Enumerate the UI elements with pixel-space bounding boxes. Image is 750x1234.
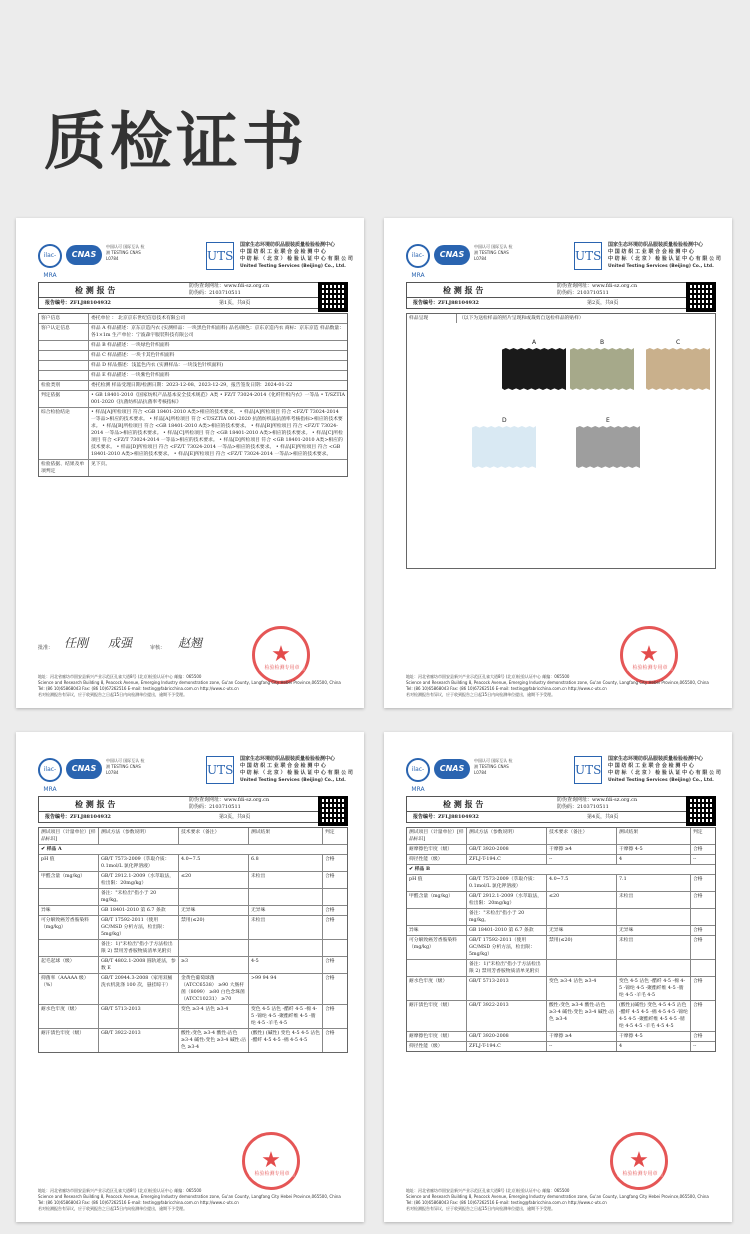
table-cell: 耐水色牢度（级） (407, 977, 467, 1000)
report-number: 报告编号：ZFLJ88104932 第1页，共8页 (38, 298, 324, 309)
sample-row (39, 845, 347, 855)
table-cell: GB/T 3922-2013 (467, 1001, 547, 1031)
table-cell (249, 889, 323, 905)
lab-name: 国家生态环境纺织品服装质量检验检测中心 中 国 纺 织 工 业 联 合 会 检 测 中 心 中 纺 标 （ 北 京 ） 检 验 认 证 中 心 有 限 公 司 United Testing Services (Beijing) Co., Ltd. (240, 756, 353, 783)
signature-3: 赵翘 (178, 636, 203, 650)
table-cell: ZFLJ-T-194.C (467, 1042, 547, 1051)
table-cell: 可分解致癌芳香胺染料（mg/kg） (39, 916, 99, 939)
report-number: 报告编号：ZFLJ88104932 第4页，共8页 (406, 812, 692, 823)
row-key: 检验类别 (39, 381, 89, 390)
official-seal-icon: ★ 检验检测专用章 (252, 626, 310, 684)
table-cell: pH 值 (407, 875, 467, 891)
table-cell: GB/T 3920-2008 (467, 845, 547, 854)
cnas-logo-icon: CNAS (434, 759, 470, 779)
lab-name: 国家生态环境纺织品服装质量检验检测中心 中 国 纺 织 工 业 联 合 会 检 测 中 心 中 纺 标 （ 北 京 ） 检 验 认 证 中 心 有 限 公 司 United Testing Services (Beijing) Co., Ltd. (608, 756, 721, 783)
swatch-label: E (606, 417, 610, 424)
table-cell: 抑径性能（级） (407, 855, 467, 864)
table-cell: 金黄色葡萄球菌（ATCC6538） ≥90 大肠杆菌（8099） ≥80 白色念珠菌（ATCC10231） ≥70 (179, 974, 249, 1004)
table-cell: 异味 (407, 926, 467, 935)
table-cell (691, 960, 717, 976)
table-cell: 7.1 (617, 875, 691, 891)
fabric-swatch-b (570, 348, 634, 390)
table-cell: 抑菌率（AAAAA 级）（%） (39, 974, 99, 1004)
table-cell: (酸性)(碱性) 变色 4-5 4-5 沾色 -醋纤 4-5 4-5 -棉 4-5 4-5 -锦纶 4-5 4-5 -聚酯纤维 4-5 4-5 -腈纶 4-5 4-5 -羊毛 4-5 4-5 (617, 1001, 691, 1031)
table-cell (39, 889, 99, 905)
table-cell: 合格 (693, 877, 703, 882)
table-row (407, 845, 715, 855)
fabric-swatch-d (472, 426, 536, 468)
swatch-label: C (676, 339, 681, 346)
ilac-mra-logo-icon: ilac-MRA (406, 758, 430, 782)
row-value: • GB 18401-2010《国家纺织产品基本安全技术规范》A类 • FZ/T 73024-2014《化纤针织内衣》一等品 • T/SZTIA 001-2020《抗菌纺织品抗菌率考核指标》 (91, 393, 345, 405)
table-cell: GB/T 2912.1-2009（水萃取法，检出限：20mg/kg） (99, 872, 179, 888)
table-cell: -- (693, 857, 697, 862)
lab-name: 国家生态环境纺织品服装质量检验检测中心 中 国 纺 织 工 业 联 合 会 检 测 中 心 中 纺 标 （ 北 京 ） 检 验 认 证 中 心 有 限 公 司 United Testing Services (Beijing) Co., Ltd. (240, 242, 353, 269)
table-cell: 干摩擦 4-5 (617, 845, 691, 854)
row-value: 样品 E 样品描述：一块紫色针织面料 (91, 373, 170, 378)
report-header (38, 754, 353, 793)
table-cell: 变色 ≥3-4 沾色 ≥3-4 (547, 977, 617, 1000)
table-cell: 合格 (693, 928, 703, 933)
table-row (407, 977, 715, 1001)
cnas-logo-icon: CNAS (66, 245, 102, 265)
table-row (39, 940, 347, 957)
column-header: 测试项目（计量单位）[样品标识] (407, 828, 467, 844)
report-header (406, 754, 721, 793)
cnas-subtitle: 中国认可 国际互认 检测 TESTING CNAS L0784 (474, 244, 513, 261)
table-cell: 甲醛含量（mg/kg） (407, 892, 467, 908)
table-cell: 4.0~7.5 (179, 855, 249, 871)
table-cell: GB/T 17592-2011（使用 GC/MSD 分析方法，检出限：5mg/kg） (467, 936, 547, 959)
table-row (407, 892, 715, 909)
table-cell (179, 940, 249, 956)
table-cell: 合格 (325, 976, 335, 981)
table-cell (39, 940, 99, 956)
lab-name: 国家生态环境纺织品服装质量检验检测中心 中 国 纺 织 工 业 联 合 会 检 测 中 心 中 纺 标 （ 北 京 ） 检 验 认 证 中 心 有 限 公 司 United Testing Services (Beijing) Co., Ltd. (608, 242, 721, 269)
table-header (407, 828, 715, 845)
official-seal-icon: ★ 检验检测专用章 (620, 626, 678, 684)
column-header: 测试项目（计量单位）[样品标识] (39, 828, 99, 844)
table-cell: 干摩擦 ≥4 (547, 1032, 617, 1041)
table-cell: 甲醛含量（mg/kg） (39, 872, 99, 888)
table-cell: 干摩擦 4-5 (617, 1032, 691, 1041)
table-row (39, 391, 347, 408)
table-cell (407, 909, 467, 925)
table-cell: ZFLJ-T-194.C (467, 855, 547, 864)
fabric-swatch-e (576, 426, 640, 468)
table-cell: 合格 (325, 874, 335, 879)
test-results-table (406, 827, 716, 1052)
column-header: 测试结果 (249, 828, 323, 844)
table-cell: >99 94 94 (249, 974, 323, 1004)
table-cell: GB/T 3920-2008 (467, 1032, 547, 1041)
sample-photo-label: 样品呈现 (407, 314, 457, 323)
table-cell: GB/T 7573-2009（萃取介质：0.1mol/L 氯化钾溶液） (99, 855, 179, 871)
column-header: 测试方法（参数说明） (99, 828, 179, 844)
sample-row (407, 865, 715, 875)
table-cell (547, 909, 617, 925)
qr-code-icon (318, 282, 348, 312)
table-cell: 耐水色牢度（级） (39, 1005, 99, 1028)
table-cell: GB/T 17592-2011（使用 GC/MSD 分析方法，检出限：5mg/kg） (99, 916, 179, 939)
table-cell: 无异味 (249, 906, 323, 915)
table-cell: 备注：1)"未检出"指小于方法检出限 2) 禁用芳香胺物质清单见附页 (467, 960, 547, 976)
approve-label: 批准： (38, 645, 54, 651)
table-cell: 未检出 (617, 892, 691, 908)
table-cell: -- (547, 855, 617, 864)
table-row (39, 460, 347, 476)
row-key: 综合检验结论 (39, 408, 89, 459)
column-header: 测试结果 (617, 828, 691, 844)
report-number: 报告编号：ZFLJ88104932 第2页，共8页 (406, 298, 692, 309)
table-cell: 耐汗渍色牢度（级） (407, 1001, 467, 1031)
table-cell: (酸性) (碱性) 变色 4-5 4-5 沾色 -醋纤 4-5 4-5 -棉 4-5 4-5 (249, 1029, 323, 1052)
table-cell (617, 909, 691, 925)
table-cell: 合格 (325, 918, 335, 923)
sample-name: 样品 B (414, 866, 431, 872)
table-cell: 4 (617, 855, 691, 864)
row-value: • 样品[A]所检项目 符合 <GB 18401-2010 A类>相应的技术要求。 • 样品[A]所检项目 符合 <FZ/T 73024-2014 一等品>相应的技术要求。 • 样品[A]所检项目 符合 <T/SZTIA 001-2020 抗菌纺织品抗菌率考核指标>相应的技术要求。 • 样品[B]所检项目 符合 <GB 18401-2010 A类>相应的技术要求。 • 样品[B]所检项目 符合 <FZ/T 73024-2014 一等品>相应的技术要求。 • 样品[C]所检项目 符合 <GB 18401-2010 A类>相应的技术要求。 • 样品[C]所检项目 符合 <FZ/T 73024-2014 一等品>相应的技术要求。 • 样品[D]所检项目 符合 <GB 18401-2010 A类>相应的技术要求。 • 样品[D]所检项目 符合 <FZ/T 73024-2014 一等品>相应的技术要求。 • 样品[E]所检项目 符合 <GB 18401-2010 A类>相应的技术要求。 • 样品[E]所检项目 符合 <FZ/T 73024-2014 一等品>相应的技术要求。 (91, 410, 343, 457)
sample-name: 样品 A (46, 846, 62, 852)
row-key (39, 371, 89, 380)
table-row (39, 872, 347, 889)
table-cell: 耐摩擦色牢度（级） (407, 845, 467, 854)
table-cell: 合格 (325, 1007, 335, 1012)
check-icon: ✔ (41, 846, 47, 852)
table-row (39, 916, 347, 940)
table-cell (323, 889, 349, 905)
table-cell: 抑径性能（级） (407, 1042, 467, 1051)
report-title: 检 测 报 告 防伪查询网址：www.fdi-sz.org.cn 防伪码：2103710511 (38, 796, 324, 812)
table-row (39, 889, 347, 906)
check-icon: ✔ (409, 866, 415, 872)
table-cell: 合格 (325, 908, 335, 913)
table-cell: GB 18401-2010 第 6.7 条款 (99, 906, 179, 915)
table-cell: 合格 (693, 1003, 703, 1008)
table-cell: ≤20 (179, 872, 249, 888)
table-cell: 耐摩擦色牢度（级） (407, 1032, 467, 1041)
table-cell (547, 960, 617, 976)
row-value: 样品 D 样品描述：浅蓝色内衣 (实测样品：一块浅色针织面料) (91, 363, 224, 368)
table-cell: 4 (617, 1042, 691, 1051)
table-cell: GB/T 20944.3-2008（家用双桶洗衣机洗涤 100 次，悬挂晾干） (99, 974, 179, 1004)
table-cell (249, 940, 323, 956)
table-cell: 合格 (693, 847, 703, 852)
table-cell: 干摩擦 ≥4 (547, 845, 617, 854)
table-row (407, 1042, 715, 1051)
table-cell: 变色 4-5 沾色 -醋纤 4-5 -棉 4-5 -锦纶 4-5 -聚酯纤维 4-5 -腈纶 4-5 -羊毛 4-5 (617, 977, 691, 1000)
table-cell: GB/T 5713-2013 (467, 977, 547, 1000)
signature-1: 任刚 (64, 636, 89, 650)
table-row (407, 960, 715, 977)
official-seal-icon: ★ 检验检测专用章 (610, 1132, 668, 1190)
test-results-table (38, 827, 348, 1053)
report-header (38, 240, 353, 279)
table-cell: 备注："未检出"指小于 20 mg/kg。 (467, 909, 547, 925)
report-title: 检 测 报 告 防伪查询网址：www.fdi-sz.org.cn 防伪码：2103710511 (406, 282, 692, 298)
table-cell (179, 889, 249, 905)
table-row (39, 408, 347, 460)
row-key: 客户认定信息 (39, 324, 89, 340)
table-cell (323, 940, 349, 956)
sample-label (407, 865, 715, 874)
table-row (39, 314, 347, 324)
table-header (39, 828, 347, 845)
fabric-swatch-a (502, 348, 566, 390)
report-number: 报告编号：ZFLJ88104932 第3页，共8页 (38, 812, 324, 823)
swatch-label: A (532, 339, 537, 346)
row-value: 样品 C 样品描述：一块卡其色针织面料 (91, 353, 175, 358)
report-footer: 地址：河北省廊坊市固安县新兴产业示范区孔雀大道8号 (北京)检验认证中心 邮编：065500 Science and Research Building 8, Peacock Avenue, Emerging Industry demonstration zone, Gu'an County, Langfang City Hebei Province,065500, China Tel: (86 10)65868043 Fax: (86 10)67262516 E-mail: testing@fabricchina.com.cn http://www.c-uts.cn 若对检测报告有异议，应于收到报告之日起15日内向检测单位提出，逾期不予受理。 (406, 674, 709, 697)
table-cell: 无异味 (179, 906, 249, 915)
uts-logo-icon: UTS (574, 242, 602, 270)
table-cell: 合格 (693, 894, 703, 899)
table-cell: GB/T 5713-2013 (99, 1005, 179, 1028)
table-cell: 4-5 (249, 957, 323, 973)
cnas-logo-icon: CNAS (434, 245, 470, 265)
table-row (39, 906, 347, 916)
fabric-swatch-c (646, 348, 710, 390)
table-cell: 6.8 (249, 855, 323, 871)
report-summary-table (38, 313, 348, 477)
row-key (39, 341, 89, 350)
signature-2: 成强 (108, 636, 133, 650)
report-footer: 地址：河北省廊坊市固安县新兴产业示范区孔雀大道8号 (北京)检验认证中心 邮编：065500 Science and Research Building 8, Peacock Avenue, Emerging Industry demonstration zone, Gu'an County, Langfang City Hebei Province,065500, China Tel: (86 10)65868043 Fax: (86 10)67262516 E-mail: testing@fabricchina.com.cn http://www.c-uts.cn 若对检测报告有异议，应于收到报告之日起15日内向检测单位提出，逾期不予受理。 (38, 1188, 341, 1211)
report-title: 检 测 报 告 防伪查询网址：www.fdi-sz.org.cn 防伪码：2103710511 (38, 282, 324, 298)
table-cell: 备注："未检出"指小于 20 mg/kg。 (99, 889, 179, 905)
report-page-4 (384, 732, 732, 1222)
table-cell: GB/T 4802.1-2008 圆轨迹法，参数 E (99, 957, 179, 973)
table-row (407, 1001, 715, 1032)
report-page-2 (384, 218, 732, 708)
table-row (39, 351, 347, 361)
row-key (39, 361, 89, 370)
column-header: 判定 (325, 830, 335, 835)
table-cell: 禁用(≤20) (179, 916, 249, 939)
report-title: 检 测 报 告 防伪查询网址：www.fdi-sz.org.cn 防伪码：2103710511 (406, 796, 692, 812)
table-cell: GB/T 3922-2013 (99, 1029, 179, 1052)
table-cell: 起毛起球（级） (39, 957, 99, 973)
table-cell: 备注：1)"未检出"指小于方法检出限 2) 禁用芳香胺物质清单见附页 (99, 940, 179, 956)
table-cell: 酸性:变色 ≥3-4 酸性:沾色 ≥3-4 碱性:变色 ≥3-4 碱性:沾色 ≥3-4 (179, 1029, 249, 1052)
official-seal-icon: ★ 检验检测专用章 (242, 1132, 300, 1190)
cnas-subtitle: 中国认可 国际互认 检测 TESTING CNAS L0784 (106, 758, 145, 775)
table-cell: 变色 ≥3-4 沾色 ≥3-4 (179, 1005, 249, 1028)
table-row (39, 371, 347, 381)
table-row (407, 875, 715, 892)
table-row (39, 855, 347, 872)
uts-logo-icon: UTS (206, 242, 234, 270)
row-value: 样品 A 样品描述：京东京造内衣 (实测样品：一块黑色针织面料) 品名/颜色：京东京造内衣 商标：京东京造 样品数量：各1×1m 生产单位：宁波森宇服装科技有限公司 (91, 326, 345, 338)
table-cell: 合格 (693, 979, 703, 984)
table-cell: -- (693, 1044, 697, 1049)
table-row (39, 974, 347, 1005)
row-value: 委托单位 ： 北京京东世纪信息技术有限公司 (91, 316, 186, 321)
table-cell: -- (547, 1042, 617, 1051)
report-header (406, 240, 721, 279)
cnas-logo-icon: CNAS (66, 759, 102, 779)
table-cell: 耐汗渍色牢度（级） (39, 1029, 99, 1052)
table-cell: 酸性:变色 ≥3-4 酸性:沾色 ≥3-4 碱性:变色 ≥3-4 碱性:沾色 ≥3-4 (547, 1001, 617, 1031)
table-row (39, 1029, 347, 1052)
table-cell: 未检出 (249, 916, 323, 939)
table-cell (407, 960, 467, 976)
table-cell: 合格 (693, 938, 703, 943)
table-cell: 合格 (325, 1031, 335, 1036)
column-header: 技术要求（备注） (547, 828, 617, 844)
swatch-label: B (600, 339, 605, 346)
swatch-label: D (502, 417, 507, 424)
table-cell: 未检出 (617, 936, 691, 959)
qr-code-icon (686, 282, 716, 312)
table-row (39, 341, 347, 351)
table-row (407, 936, 715, 960)
table-cell: 未检出 (249, 872, 323, 888)
row-value: 见下页。 (91, 462, 111, 467)
sample-label (39, 845, 347, 854)
row-key (39, 351, 89, 360)
table-cell (691, 909, 717, 925)
table-row (407, 926, 715, 936)
qr-code-icon (318, 796, 348, 826)
uts-logo-icon: UTS (206, 756, 234, 784)
cnas-subtitle: 中国认可 国际互认 检测 TESTING CNAS L0784 (474, 758, 513, 775)
review-label: 审核： (150, 645, 166, 651)
ilac-mra-logo-icon: ilac-MRA (38, 758, 62, 782)
table-row (407, 909, 715, 926)
table-cell: 禁用(≤20) (547, 936, 617, 959)
row-key: 检验依据、结果及单项判定 (39, 460, 89, 476)
table-cell: GB/T 7573-2009（萃取介质：0.1mol/L 氯化钾溶液） (467, 875, 547, 891)
cnas-subtitle: 中国认可 国际互认 检测 TESTING CNAS L0784 (106, 244, 145, 261)
table-row (39, 1005, 347, 1029)
table-cell: 4.0~7.5 (547, 875, 617, 891)
row-value: 样品 B 样品描述：一块绿色针织面料 (91, 343, 170, 348)
report-page-3 (16, 732, 364, 1222)
ilac-mra-logo-icon: ilac-MRA (406, 244, 430, 268)
table-row (39, 381, 347, 391)
row-key: 客户信息 (39, 314, 89, 323)
table-cell: ≤20 (547, 892, 617, 908)
table-row (39, 361, 347, 371)
column-header: 技术要求（备注） (179, 828, 249, 844)
table-cell: ≥3 (179, 957, 249, 973)
table-row (39, 957, 347, 974)
table-cell: 变色 4-5 沾色 -醋纤 4-5 -棉 4-5 -锦纶 4-5 -聚酯纤维 4-5 -腈纶 4-5 -羊毛 4-5 (249, 1005, 323, 1028)
column-header: 测试方法（参数说明） (467, 828, 547, 844)
table-row (407, 855, 715, 865)
table-cell: GB/T 2912.1-2009（水萃取法，检出限：20mg/kg） (467, 892, 547, 908)
table-row (407, 1032, 715, 1042)
table-cell: 无异味 (617, 926, 691, 935)
table-cell: 合格 (325, 857, 335, 862)
ilac-mra-logo-icon: ilac-MRA (38, 244, 62, 268)
report-footer: 地址：河北省廊坊市固安县新兴产业示范区孔雀大道8号 (北京)检验认证中心 邮编：065500 Science and Research Building 8, Peacock Avenue, Emerging Industry demonstration zone, Gu'an County, Langfang City Hebei Province,065500, China Tel: (86 10)65868043 Fax: (86 10)67262516 E-mail: testing@fabricchina.com.cn http://www.c-uts.cn 若对检测报告有异议，应于收到报告之日起15日内向检测单位提出，逾期不予受理。 (38, 674, 341, 697)
column-header: 判定 (693, 830, 703, 835)
table-cell: 合格 (693, 1034, 703, 1039)
table-cell: 异味 (39, 906, 99, 915)
table-cell: 可分解致癌芳香胺染料（mg/kg） (407, 936, 467, 959)
row-key: 判定依据 (39, 391, 89, 407)
table-cell (617, 960, 691, 976)
report-page-1 (16, 218, 364, 708)
sample-photo-desc: （以下为送检样品的照片呈现和或裁剪自送检样品的贴样） (459, 316, 584, 321)
table-cell: pH 值 (39, 855, 99, 871)
table-cell: GB 18401-2010 第 6.7 条款 (467, 926, 547, 935)
report-footer: 地址：河北省廊坊市固安县新兴产业示范区孔雀大道8号 (北京)检验认证中心 邮编：065500 Science and Research Building 8, Peacock Avenue, Emerging Industry demonstration zone, Gu'an County, Langfang City Hebei Province,065500, China Tel: (86 10)65868043 Fax: (86 10)67262516 E-mail: testing@fabricchina.com.cn http://www.c-uts.cn 若对检测报告有异议，应于收到报告之日起15日内向检测单位提出，逾期不予受理。 (406, 1188, 709, 1211)
table-cell: 无异味 (547, 926, 617, 935)
uts-logo-icon: UTS (574, 756, 602, 784)
table-cell: 合格 (325, 959, 335, 964)
page-title: 质检证书 (44, 105, 309, 178)
row-value: 委托检测 样品受理日期/检测日期：2023-12-08、2023-12-29，报告签发日期：2024-01-22 (91, 383, 293, 388)
qr-code-icon (686, 796, 716, 826)
table-row (39, 324, 347, 341)
